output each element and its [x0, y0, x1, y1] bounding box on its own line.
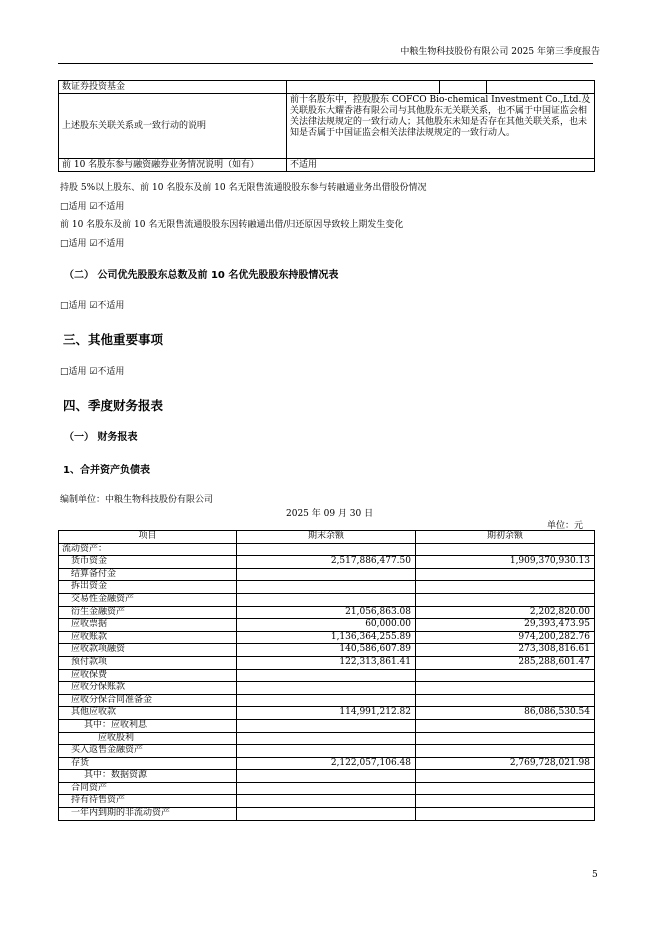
row-end-balance [237, 770, 416, 783]
table-row [59, 631, 595, 644]
balance-sheet-table [58, 530, 595, 821]
row-item-label: 持有待售资产 [59, 795, 237, 808]
row-end-balance [237, 669, 416, 682]
row-item-label: 应收股利 [59, 732, 237, 745]
row-item-label: 应收分保合同准备金 [59, 694, 237, 707]
para-change: 前 10 名股东及前 10 名无限售流通股股东因转融通出借/归还原因导致较上期发生变化 [60, 220, 404, 230]
row-item-label: 应收保费 [59, 669, 237, 682]
row-begin-balance [416, 770, 595, 783]
row-item-label: 其中：应收利息 [59, 719, 237, 732]
col-header-end: 期末余额 [237, 531, 416, 544]
row-end-balance [237, 808, 416, 821]
section-other-matters: 三、其他重要事项 [63, 332, 164, 347]
row-begin-balance [416, 795, 595, 808]
row-item-label: 流动资产： [59, 543, 237, 556]
table-row [59, 556, 595, 569]
row-item-label: 拆出资金 [59, 581, 237, 594]
page-number: 5 [592, 870, 598, 880]
row-begin-balance [416, 543, 595, 556]
row-item-label: 衍生金融资产 [59, 606, 237, 619]
row-begin-balance [416, 581, 595, 594]
row-end-balance: 2,122,057,106.48 [237, 757, 416, 770]
report-date: 2025 年 09 月 30 日 [286, 509, 374, 519]
row-end-balance [237, 568, 416, 581]
table-row [59, 619, 595, 632]
row-item-label: 应收票据 [59, 619, 237, 632]
row-begin-balance: 285,288,601.47 [416, 656, 595, 669]
table-row [59, 757, 595, 770]
table-row [59, 745, 595, 758]
table-row [59, 732, 595, 745]
row-end-balance: 1,136,364,255.89 [237, 631, 416, 644]
currency-unit: 单位：元 [547, 521, 584, 531]
row-end-balance: 60,000.00 [237, 619, 416, 632]
table-row [59, 656, 595, 669]
row-begin-balance [416, 682, 595, 695]
table-row [59, 581, 595, 594]
row-begin-balance [416, 732, 595, 745]
subsection-balance-sheet: 1、合并资产负债表 [63, 465, 150, 476]
row-begin-balance: 2,202,820.00 [416, 606, 595, 619]
check-lending: □适用 ☑不适用 [60, 202, 125, 212]
check-other: □适用 ☑不适用 [60, 367, 125, 377]
row-end-balance: 140,586,607.89 [237, 644, 416, 657]
row-item-label: 其中：数据资源 [59, 770, 237, 783]
row-item-label: 买入返售金融资产 [59, 745, 237, 758]
table-row [59, 644, 595, 657]
table-row [59, 808, 595, 821]
row-begin-balance: 273,308,816.61 [416, 644, 595, 657]
row-fund-label: 数证券投资基金 [59, 81, 287, 94]
section-quarter-financials: 四、季度财务报表 [63, 398, 164, 413]
row-end-balance: 21,056,863.08 [237, 606, 416, 619]
row-item-label: 结算备付金 [59, 568, 237, 581]
section-preferred-shares: （二） 公司优先股股东总数及前 10 名优先股股东持股情况表 [64, 270, 339, 281]
subsection-financial-statements: （一） 财务报表 [64, 432, 138, 443]
row-item-label: 合同资产 [59, 782, 237, 795]
row-end-balance [237, 782, 416, 795]
table-row [59, 669, 595, 682]
row-begin-balance [416, 593, 595, 606]
row-end-balance: 2,517,886,477.50 [237, 556, 416, 569]
col-header-item: 项目 [59, 531, 237, 544]
row-begin-balance: 974,200,282.76 [416, 631, 595, 644]
row-end-balance [237, 682, 416, 695]
check-change: □适用 ☑不适用 [60, 239, 125, 249]
row-begin-balance [416, 782, 595, 795]
row-begin-balance [416, 808, 595, 821]
table-row [59, 782, 595, 795]
row-item-label: 货币资金 [59, 556, 237, 569]
row-margin-text: 不适用 [287, 159, 595, 172]
report-header-title: 中粮生物科技股份有限公司 2025 年第三季度报告 [400, 47, 600, 57]
compiler-unit: 编制单位：中粮生物科技股份有限公司 [60, 495, 214, 505]
row-end-balance [237, 732, 416, 745]
row-relation-label: 上述股东关联关系或一致行动的说明 [59, 94, 287, 159]
row-end-balance [237, 719, 416, 732]
col-header-begin: 期初余额 [416, 531, 595, 544]
row-item-label: 其他应收款 [59, 707, 237, 720]
row-item-label: 应收账款 [59, 631, 237, 644]
table-row [59, 606, 595, 619]
table-row [59, 682, 595, 695]
row-begin-balance: 86,086,530.54 [416, 707, 595, 720]
table-row [59, 719, 595, 732]
row-begin-balance [416, 669, 595, 682]
table-row [59, 707, 595, 720]
row-relation-text: 前十名股东中，控股股东 COFCO Bio-chemical Investment Co.,Ltd.及关联股东大耀香港有限公司与其他股东无关联关系，也不属于中国证监会相关法律法规规定的一致行动人；其他股东未知是否存在其他关联关系，也未知是否属于中国证监会相关法律法规规定的一致行动人。 [287, 94, 595, 159]
table-row [59, 568, 595, 581]
row-margin-label: 前 10 名股东参与融资融券业务情况说明（如有） [59, 159, 287, 172]
row-end-balance [237, 795, 416, 808]
row-item-label: 存货 [59, 757, 237, 770]
row-end-balance [237, 593, 416, 606]
row-item-label: 交易性金融资产 [59, 593, 237, 606]
row-begin-balance [416, 745, 595, 758]
table-row [59, 593, 595, 606]
row-begin-balance: 29,393,473.95 [416, 619, 595, 632]
check-preferred: □适用 ☑不适用 [60, 301, 125, 311]
row-begin-balance [416, 568, 595, 581]
row-item-label: 一年内到期的非流动资产 [59, 808, 237, 821]
row-begin-balance: 2,769,728,021.98 [416, 757, 595, 770]
row-end-balance: 114,991,212.82 [237, 707, 416, 720]
table-row [59, 795, 595, 808]
row-item-label: 预付款项 [59, 656, 237, 669]
row-begin-balance [416, 694, 595, 707]
row-begin-balance [416, 719, 595, 732]
table-row [59, 543, 595, 556]
para-lending: 持股 5%以上股东、前 10 名股东及前 10 名无限售流通股股东参与转融通业务出借股份情况 [60, 183, 427, 193]
row-begin-balance: 1,909,370,930.13 [416, 556, 595, 569]
table-row [59, 694, 595, 707]
row-end-balance [237, 745, 416, 758]
row-end-balance [237, 581, 416, 594]
row-item-label: 应收款项融资 [59, 644, 237, 657]
row-end-balance [237, 543, 416, 556]
row-end-balance [237, 694, 416, 707]
shareholder-relation-table [58, 80, 595, 172]
row-end-balance: 122,313,861.41 [237, 656, 416, 669]
header-divider [58, 63, 593, 64]
row-item-label: 应收分保账款 [59, 682, 237, 695]
table-row [59, 770, 595, 783]
